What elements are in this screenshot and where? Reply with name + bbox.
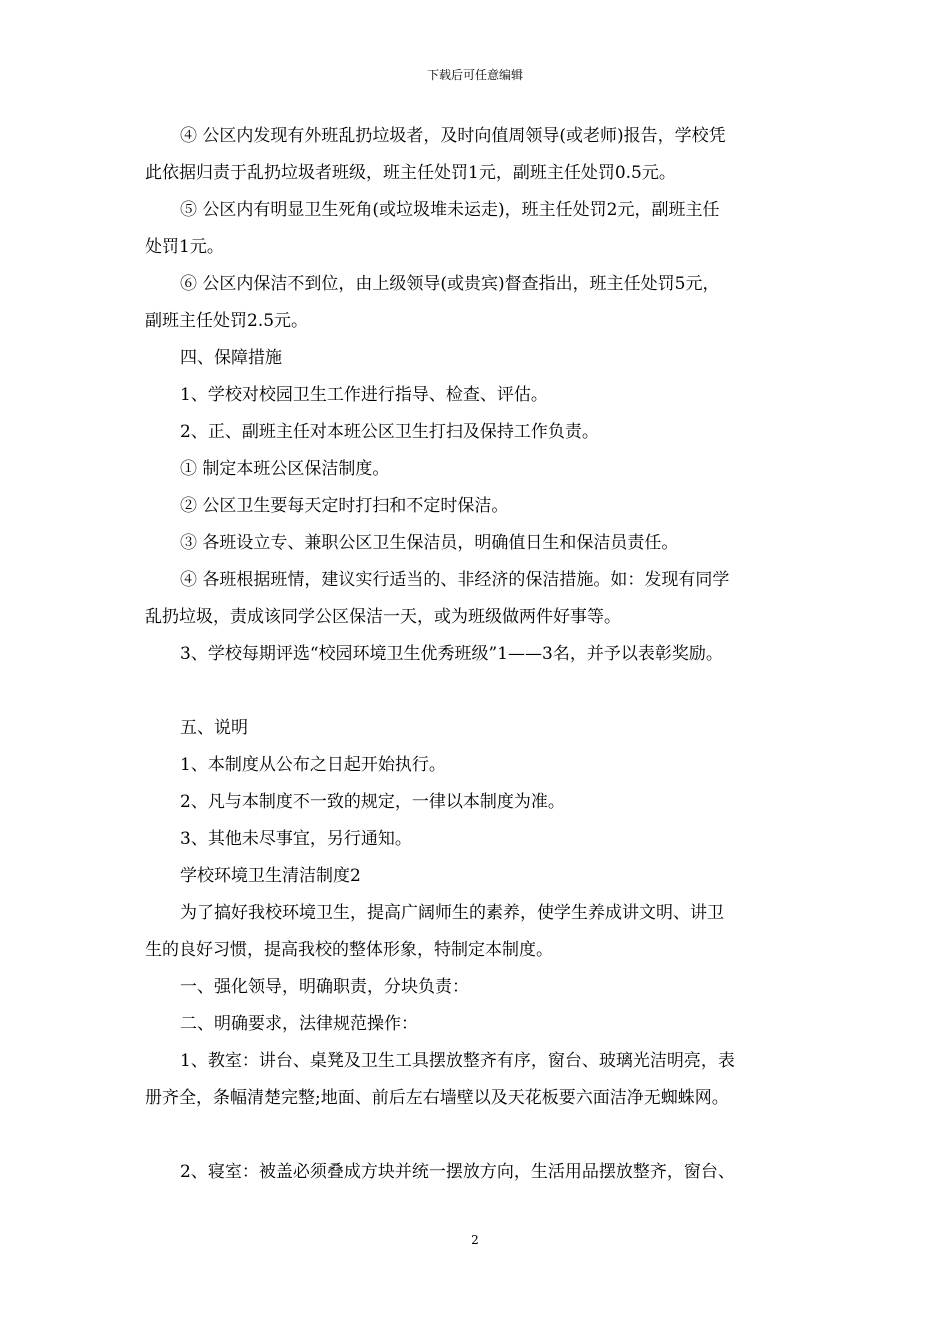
blank-line [145,673,825,710]
text-line: 处罚1元。 [145,237,224,257]
text-line: 3、其他未尽事宜，另行通知。 [180,829,412,849]
text-line: 2、正、副班主任对本班公区卫生打扫及保持工作负责。 [180,422,599,442]
text-line: 为了搞好我校环境卫生，提高广阔师生的素养，使学生养成讲文明、讲卫 [180,903,724,923]
text-line: 四、保障措施 [180,348,282,368]
text-line: 学校环境卫生清洁制度2 [180,866,361,886]
text-line: 二、明确要求，法律规范操作： [180,1014,418,1034]
text-line: 册齐全，条幅清楚完整;地面、前后左右墙壁以及天花板要六面洁净无蜘蛛网。 [145,1088,729,1108]
page-header: 下载后可任意编辑 [426,68,523,82]
text-line: 2、寝室：被盖必须叠成方块并统一摆放方向，生活用品摆放整齐，窗台、 [180,1162,735,1182]
text-line: 副班主任处罚2.5元。 [145,311,309,331]
text-line: 3、学校每期评选“校园环境卫生优秀班级”1——3名，并予以表彰奖励。 [180,644,723,664]
text-line: 此依据归责于乱扔垃圾者班级，班主任处罚1元，副班主任处罚0.5元。 [145,163,676,183]
text-line: 乱扔垃圾，责成该同学公区保洁一天，或为班级做两件好事等。 [145,607,621,627]
text-line: 五、说明 [180,718,248,738]
paragraph-lines [145,118,825,1191]
text-line: ④ 公区内发现有外班乱扔垃圾者，及时向值周领导(或老师)报告，学校凭 [180,126,726,146]
text-line: ⑥ 公区内保洁不到位，由上级领导(或贵宾)督查指出，班主任处罚5元， [180,274,720,294]
document-body [145,118,825,1191]
text-line: ② 公区卫生要每天定时打扫和不定时保洁。 [180,496,509,516]
page-number: 2 [471,1233,479,1247]
blank-line [145,1117,825,1154]
text-line: ④ 各班根据班情，建议实行适当的、非经济的保洁措施。如：发现有同学 [180,570,730,590]
text-line: 1、教室：讲台、桌凳及卫生工具摆放整齐有序，窗台、玻璃光洁明亮，表 [180,1051,735,1071]
text-line: 1、学校对校园卫生工作进行指导、检查、评估。 [180,385,548,405]
text-line: ⑤ 公区内有明显卫生死角(或垃圾堆未运走)，班主任处罚2元，副班主任 [180,200,720,220]
text-line: ① 制定本班公区保洁制度。 [180,459,390,479]
text-line: 1、本制度从公布之日起开始执行。 [180,755,446,775]
text-line: 一、强化领导，明确职责，分块负责： [180,977,469,997]
text-line: ③ 各班设立专、兼职公区卫生保洁员，明确值日生和保洁员责任。 [180,533,679,553]
text-line: 生的良好习惯，提高我校的整体形象，特制定本制度。 [145,940,553,960]
text-line: 2、凡与本制度不一致的规定，一律以本制度为准。 [180,792,565,812]
